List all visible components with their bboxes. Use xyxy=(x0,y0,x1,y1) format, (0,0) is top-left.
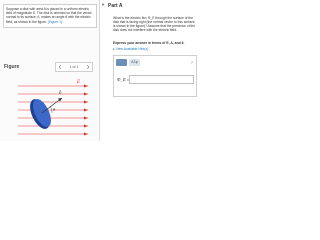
hint-link[interactable] xyxy=(113,47,148,51)
field-label: E xyxy=(77,80,81,85)
field-arrowheads xyxy=(84,85,88,136)
left-pane xyxy=(0,0,100,141)
field-arrowhead xyxy=(84,101,88,104)
answer-area xyxy=(113,55,197,97)
figure-link[interactable]: (Figure 1) xyxy=(47,19,63,24)
right-pane xyxy=(100,0,200,141)
figure-pager xyxy=(55,62,93,72)
instruction-text: Express your answer in terms of E, A, and θ. xyxy=(113,41,185,45)
answer-input[interactable] xyxy=(129,75,194,84)
symbols-button[interactable]: ΑΣφ xyxy=(129,59,140,66)
field-arrowhead xyxy=(84,133,88,136)
field-arrowhead xyxy=(84,93,88,96)
field-arrowhead xyxy=(84,117,88,120)
chevron-right-icon: ▸ xyxy=(113,47,116,51)
angle-label: θ xyxy=(53,107,56,112)
normal-label: n̂ xyxy=(59,91,62,96)
equation-toolbar xyxy=(116,59,140,66)
chevron-down-icon[interactable]: ▼ xyxy=(101,2,105,7)
chevron-right-icon[interactable]: ❯ xyxy=(86,64,90,69)
problem-text-block xyxy=(4,5,96,26)
question-text: What is the electric flux Φ_E through the surface of the disk that is facing right (the normal vector to this surface is shown in the figure)? Assume that the presence of the disk does not interfere with the electric field. xyxy=(113,16,196,33)
field-arrowhead xyxy=(84,85,88,88)
hint-link-label: View Available Hint(s) xyxy=(115,47,149,51)
figure-image xyxy=(18,78,88,140)
templates-button[interactable] xyxy=(116,59,127,66)
problem-text: Suppose a disk with area A is placed in a uniform electric field of magnitude E. The disk is oriented so that the vector normal to its surface, n̂, makes an angle θ with the electric field, as shown in the figure. xyxy=(6,7,92,24)
answer-label: Φ_E = xyxy=(117,77,130,82)
pager-text: 1 of 1 xyxy=(69,65,79,69)
chevron-left-icon[interactable]: ❮ xyxy=(58,64,62,69)
part-header[interactable]: Part A xyxy=(108,3,123,9)
field-arrowhead xyxy=(84,125,88,128)
disk-field-diagram xyxy=(18,78,88,140)
problem-statement xyxy=(3,4,97,28)
help-icon[interactable]: ? xyxy=(190,60,193,65)
field-arrowhead xyxy=(84,109,88,112)
figure-title: Figure xyxy=(4,64,20,70)
